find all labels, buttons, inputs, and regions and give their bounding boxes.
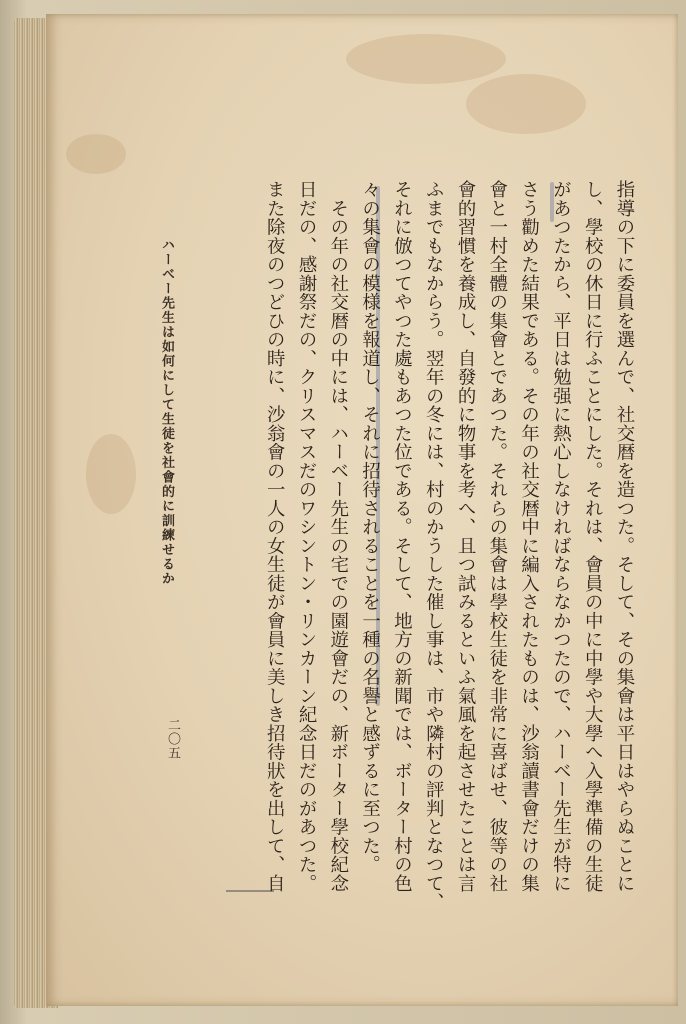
body-text bbox=[250, 180, 640, 912]
running-head: ハーベー先生は如何にして生徒を社會的に訓練せるか bbox=[159, 238, 174, 586]
paper-stain bbox=[86, 434, 136, 514]
paper-stain bbox=[466, 74, 586, 134]
text-line: 々の集會の模様を報道し、それに招待されることを一種の名譽と感ずるに至つた。 bbox=[359, 180, 381, 874]
text-line: し、學校の休日に行ふことにした。それは、會員の中に中學や大學へ入學準備の生徒 bbox=[582, 180, 604, 893]
text-line: さう勸めた結果である。その年の社交暦中に編入されたものは、沙翁讀書會だけの集 bbox=[518, 180, 540, 893]
text-line: があつたから、平日は勉强に熱心しなければならなかつたので、ハーベー先生が特に bbox=[550, 180, 572, 893]
text-line: 日だの、感謝祭だの、クリスマスだのワシントン・リンカーン紀念日だのがあつた。 bbox=[296, 180, 318, 893]
text-line: また除夜のつどひの時に、沙翁會の一人の女生徒が會員に美しき招待狀を出して、自 bbox=[264, 180, 286, 893]
paper-stain bbox=[66, 134, 126, 174]
text-line: 會的習慣を養成し、自發的に物事を考へ、且つ試みるといふ氣風を起させたことは言 bbox=[455, 180, 477, 893]
text-line: 指導の下に委員を選んで、社交暦を造つた。そして、その集會は平日はやらぬことに bbox=[614, 180, 635, 893]
text-line: それに倣つてやつた處もあつた位である。そして、地方の新聞では、ボーター村の色 bbox=[391, 180, 413, 893]
text-line: その年の社交暦の中には、ハーベー先生の宅での園遊會だの、新ボーター學校紀念 bbox=[327, 180, 349, 893]
text-line: ふまでもなからう。翌年の冬には、村のかうした催し事は、市や隣村の評判となつて、 bbox=[423, 180, 445, 912]
page-number: 二〇五 bbox=[165, 718, 180, 760]
paper-stain bbox=[346, 34, 506, 84]
text-line: 會と一村全體の集會とであつた。それらの集會は學校生徒を非常に喜ばせ、彼等の社 bbox=[486, 180, 508, 893]
